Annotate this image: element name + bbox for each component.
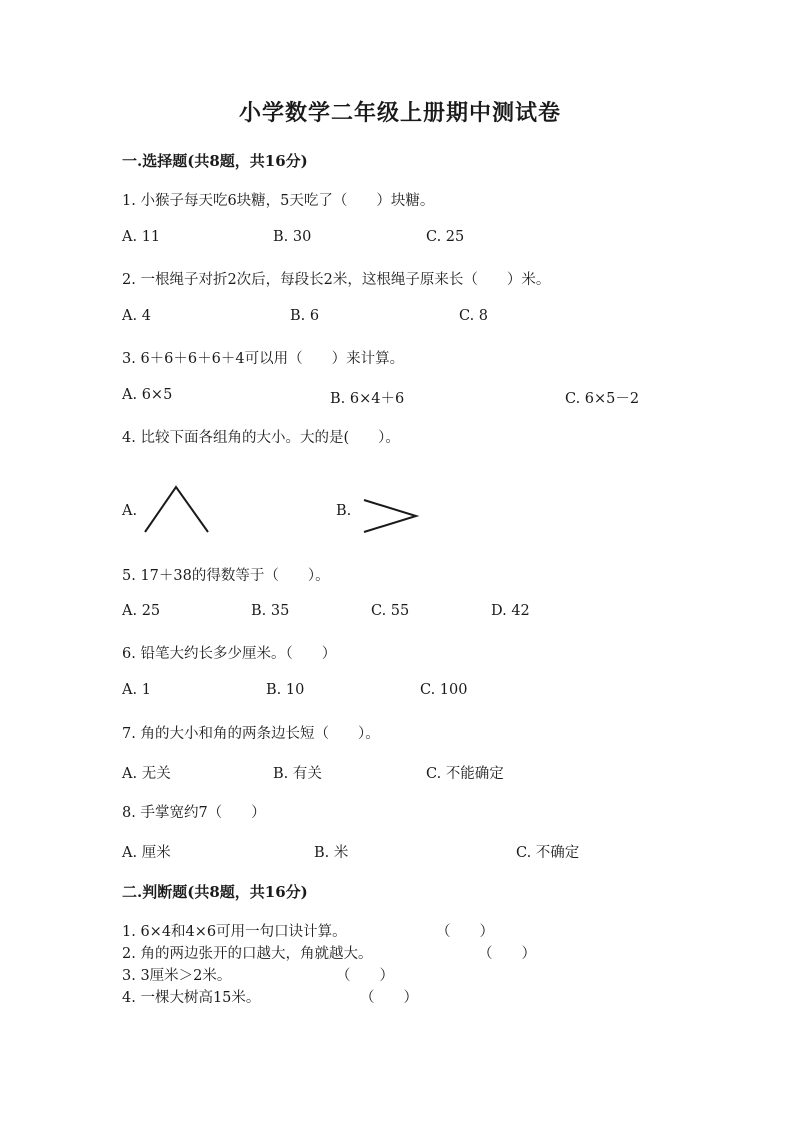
question-3-option-c: C. 6×5－2: [565, 391, 640, 407]
true-false-answer-blank-4[interactable]: （ ）: [360, 990, 418, 1006]
page-title: 小学数学二年级上册期中测试卷: [238, 100, 561, 126]
question-3-option-a: A. 6×5: [122, 387, 173, 403]
true-false-item-2: 2. 角的两边张开的口越大，角就越大。: [122, 946, 373, 962]
question-7-option-b: B. 有关: [273, 766, 322, 782]
question-7-option-c: C. 不能确定: [426, 766, 504, 782]
question-1-option-a: A. 11: [122, 229, 161, 245]
question-3-option-b: B. 6×4＋6: [330, 391, 405, 407]
question-3-stem: 3. 6＋6＋6＋6＋4可以用（ ）来计算。: [122, 351, 405, 367]
question-4-option-a: A.: [122, 503, 138, 519]
question-5-option-b: B. 35: [251, 603, 290, 619]
section-heading-true-false: 二.判断题(共8题，共16分): [122, 883, 308, 901]
angle-a-figure: [140, 482, 212, 538]
question-8-option-c: C. 不确定: [516, 845, 580, 861]
question-5-option-a: A. 25: [122, 603, 161, 619]
true-false-item-4: 4. 一棵大树高15米。: [122, 990, 261, 1006]
question-5-option-d: D. 42: [491, 603, 530, 619]
question-2-option-a: A. 4: [122, 308, 151, 324]
question-6-stem: 6. 铅笔大约长多少厘米。（ ）: [122, 646, 337, 662]
true-false-item-1: 1. 6×4和4×6可用一句口诀计算。: [122, 924, 347, 940]
question-2-stem: 2. 一根绳子对折2次后，每段长2米，这根绳子原来长（ ）米。: [122, 272, 551, 288]
section-heading-choice: 一.选择题(共8题，共16分): [122, 152, 308, 170]
question-1-stem: 1. 小猴子每天吃6块糖，5天吃了（ ）块糖。: [122, 193, 435, 209]
true-false-answer-blank-1[interactable]: （ ）: [436, 924, 494, 940]
angle-b-figure: [360, 496, 420, 536]
true-false-answer-blank-3[interactable]: （ ）: [336, 968, 394, 984]
question-2-option-c: C. 8: [459, 308, 489, 324]
true-false-item-3: 3. 3厘米＞2米。: [122, 968, 232, 984]
question-8-option-b: B. 米: [314, 845, 349, 861]
question-1-option-c: C. 25: [426, 229, 465, 245]
question-4-option-b: B.: [336, 503, 352, 519]
true-false-answer-blank-2[interactable]: （ ）: [478, 946, 536, 962]
question-5-option-c: C. 55: [371, 603, 410, 619]
question-6-option-b: B. 10: [266, 682, 305, 698]
question-2-option-b: B. 6: [290, 308, 320, 324]
question-1-option-b: B. 30: [273, 229, 312, 245]
question-6-option-c: C. 100: [420, 682, 468, 698]
question-5-stem: 5. 17＋38的得数等于（ ）。: [122, 568, 330, 584]
question-7-stem: 7. 角的大小和角的两条边长短（ ）。: [122, 726, 380, 742]
question-7-option-a: A. 无关: [122, 766, 171, 782]
question-6-option-a: A. 1: [122, 682, 151, 698]
question-8-stem: 8. 手掌宽约7（ ）: [122, 805, 266, 821]
question-4-stem: 4. 比较下面各组角的大小。大的是( ）。: [122, 430, 400, 446]
question-8-option-a: A. 厘米: [122, 845, 171, 861]
